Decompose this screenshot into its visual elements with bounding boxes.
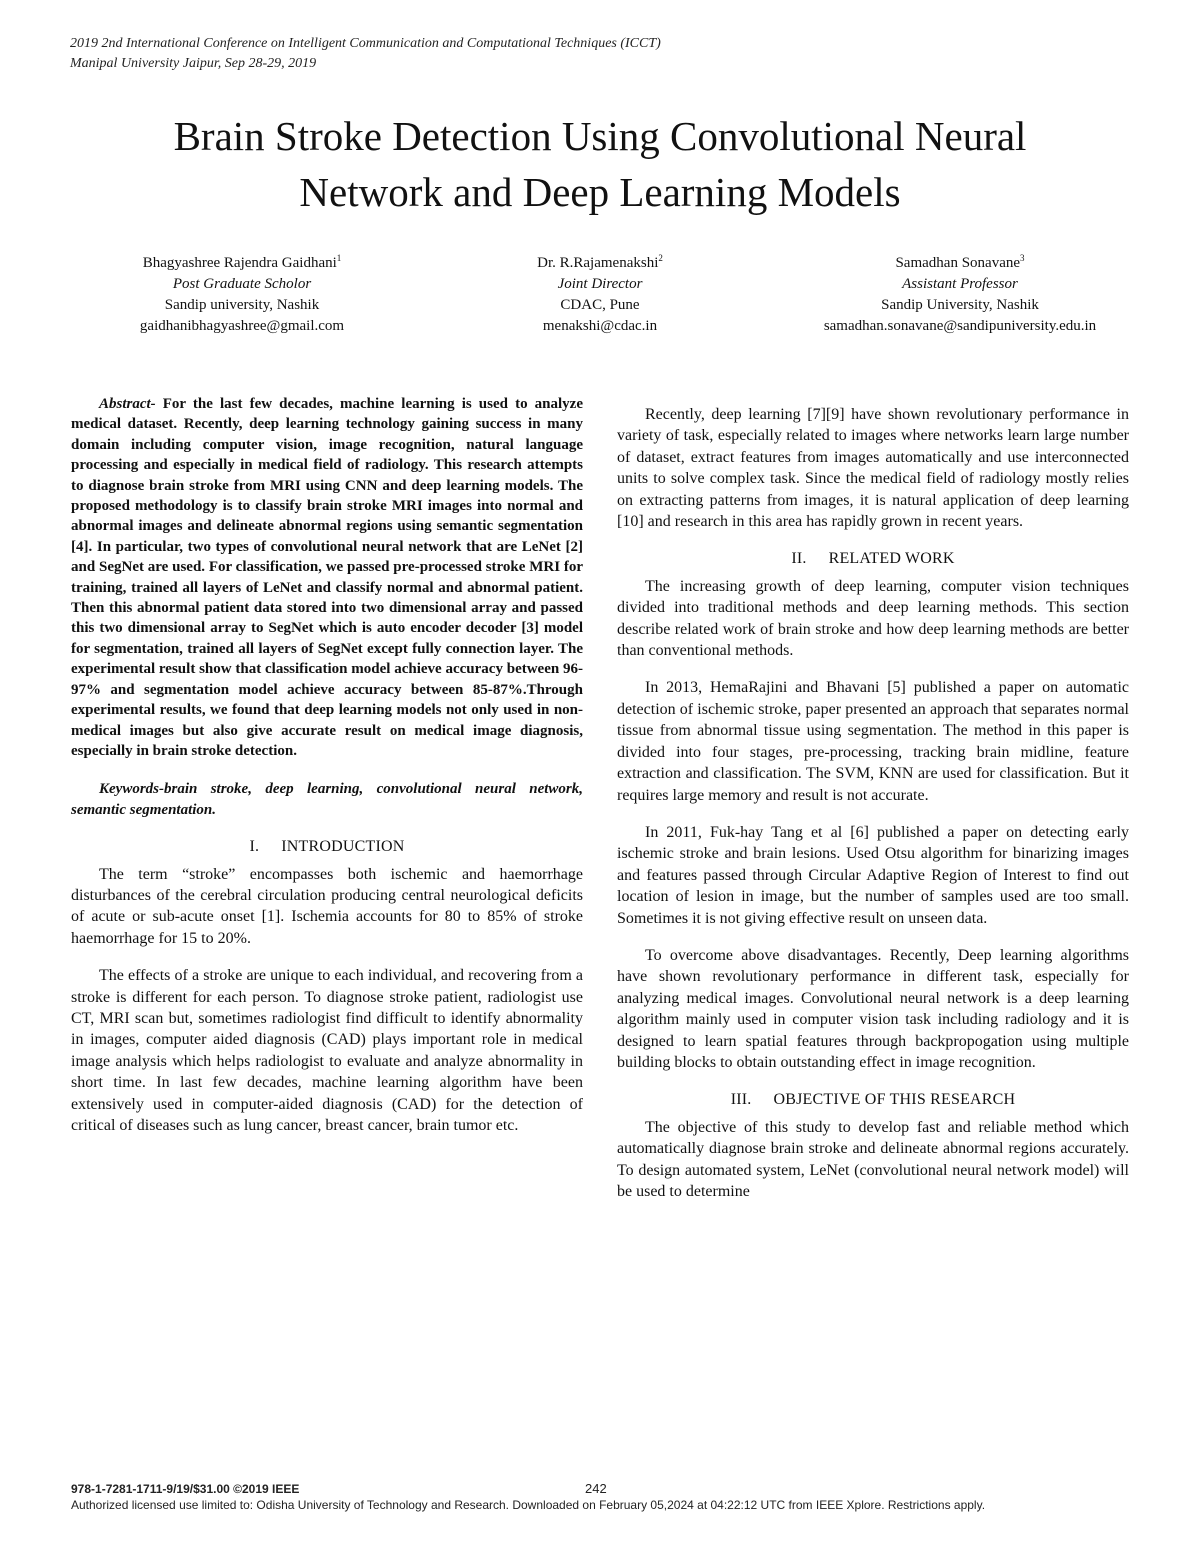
section-title: INTRODUCTION	[281, 838, 405, 856]
author-affiliation: CDAC, Pune	[560, 297, 640, 313]
paragraph: The effects of a stroke are unique to each individual, and recovering from a stroke is different for each person. To diagnose stroke patient, radiologist use CT, MRI scan but, sometimes radiologist find difficult to identify abnormality in images, computer aided diagnosis (CAD) plays important role in medical image analysis which helps radiologist to evaluate and analyze abnormality in short time. In last few decades, machine learning algorithm have been extensively used in computer-aided diagnosis (CAD) for the detection of critical of diseases such as lung cancer, breast cancer, brain tumor etc.	[71, 967, 583, 1134]
author-superscript: 1	[336, 253, 342, 263]
left-column	[71, 394, 583, 1136]
author-affiliation: Sandip university, Nashik	[164, 297, 320, 313]
title-line-2: Network and Deep Learning Models	[299, 169, 901, 215]
page-number: 242	[585, 1481, 607, 1496]
right-column	[617, 394, 1129, 1202]
conference-name: 2019 2nd International Conference on Intelligent Communication and Computational Techniques (ICCT)	[70, 36, 661, 51]
author-role: Post Graduate Scholor	[172, 276, 312, 292]
paragraph: The objective of this study to develop fast and reliable method which automatically diagnose brain stroke and delineate abnormal regions accurately. To design automated system, LeNet (convolutional neural network model) will be used to determine	[617, 1118, 1129, 1200]
paragraph: In 2013, HemaRajini and Bhavani [5] published a paper on automatic detection of ischemic stroke, paper presented an approach that separates normal tissue from abnormal tissue using segmentation. The method in this paper is divided into four stages, pre-processing, tracking brain midline, feature extraction and classification. The SVM, KNN are used for classification. But it requires large memory and result is not accurate.	[617, 679, 1129, 804]
paragraph: Recently, deep learning [7][9] have shown revolutionary performance in variety of task, especially related to images where networks learn large number of dataset, extract features from images automatically and use interconnected units to solve complex task. Since the medical field of radiology mostly relies on extracting patterns from images, it is natural application of deep learning [10] and research in this area has rapidly grown in recent years.	[617, 406, 1129, 531]
author-superscript: 3	[1020, 253, 1025, 263]
section-title: RELATED WORK	[828, 550, 955, 568]
section-heading-introduction	[71, 836, 583, 857]
section-number: II.	[791, 550, 807, 568]
author-affiliation: Sandip University, Nashik	[881, 297, 1039, 313]
author-name: Samadhan Sonavane	[895, 255, 1021, 271]
section-title: OBJECTIVE OF THIS RESEARCH	[773, 1091, 1016, 1109]
section-number: I.	[249, 838, 260, 856]
keywords: Keywords-brain stroke, deep learning, convolutional neural network, semantic segmentation.	[71, 781, 583, 818]
abstract-text: For the last few decades, machine learning is used to analyze medical dataset. Recently, deep learning technology gaining success in many domain including computer vision, image recognition, natural language processing and especially in medical field of radiology. This research attempts to diagnose brain stroke from MRI using CNN and deep learning models. The proposed methodology is to classify brain stroke MRI images into normal and abnormal images and delineate abnormal regions using semantic segmentation [4]. In particular, two types of convolutional neural network that are LeNet [2] and SegNet are used. For classification, we passed pre-processed stroke MRI for training, trained all layers of LeNet and classify normal and abnormal patient. Then this abnormal patient data stored into two dimensional array and passed this two dimensional array to SegNet which is auto encoder decoder [3] model for segmentation, trained all layers of SegNet except fully connection layer. The experimental result show that classification model achieve accuracy between 96-97% and segmentation model achieve accuracy between 85-87%.Through experimental results, we found that deep learning models not only used in non-medical images but also give accurate result on medical image diagnosis, especially in brain stroke detection.	[71, 396, 583, 759]
abstract-label: Abstract-	[99, 396, 156, 412]
author-name: Bhagyashree Rajendra Gaidhani	[142, 255, 337, 271]
paragraph: The increasing growth of deep learning, computer vision techniques divided into traditional methods and deep learning methods. This section describe related work of brain stroke and how deep learning methods are better than conventional methods.	[617, 577, 1129, 660]
author-2	[460, 248, 740, 337]
conference-header	[70, 34, 661, 74]
author-email: gaidhanibhagyashree@gmail.com	[139, 318, 345, 334]
author-email: menakshi@cdac.in	[542, 318, 658, 334]
author-1	[60, 248, 424, 337]
paragraph: In 2011, Fuk-hay Tang et al [6] published a paper on detecting early ischemic stroke and brain lesions. Used Otsu algorithm for binarizing images and features passed through Circular Adaptive Region of Interest to find out location of lesion in image, but the number of samples used are too small. Sometimes it is not giving effective result on unseen data.	[617, 823, 1129, 927]
license-notice: Authorized licensed use limited to: Odisha University of Technology and Research. Downloaded on February 05,2024 at 04:22:12 UTC from IEEE Xplore. Restrictions apply.	[71, 1498, 986, 1512]
abstract	[71, 394, 583, 761]
footer-isbn: 978-1-7281-1711-9/19/$31.00 ©2019 IEEE	[71, 1482, 300, 1496]
author-superscript: 2	[658, 253, 663, 263]
title-line-1: Brain Stroke Detection Using Convolutional Neural	[173, 113, 1027, 159]
conference-venue: Manipal University Jaipur, Sep 28-29, 2019	[70, 56, 317, 71]
author-role: Joint Director	[557, 276, 643, 292]
section-number: III.	[730, 1091, 752, 1109]
paragraph: The term “stroke” encompasses both ischemic and haemorrhage disturbances of the cerebral circulation producing central neurological deficits of acute or sub-acute onset [1]. Ischemia accounts for 80 to 85% of stroke haemorrhage for 15 to 20%.	[71, 865, 583, 947]
section-heading-objective	[617, 1089, 1129, 1110]
author-role: Assistant Professor	[902, 276, 1018, 292]
section-heading-related-work	[617, 548, 1129, 569]
paragraph: To overcome above disadvantages. Recently, Deep learning algorithms have shown revolutionary performance in different task, especially for analyzing medical images. Convolutional neural network is a deep learning algorithm mainly used in computer vision task including radiology and it is designed to learn spatial features through backpropogation using multiple building blocks to obtain outstanding effect in image recognition.	[617, 946, 1129, 1071]
author-name: Dr. R.Rajamenakshi	[537, 255, 659, 271]
author-email: samadhan.sonavane@sandipuniversity.edu.in	[823, 318, 1097, 334]
author-3	[780, 248, 1140, 337]
author-block	[60, 248, 1140, 338]
paper-title	[60, 108, 1140, 220]
